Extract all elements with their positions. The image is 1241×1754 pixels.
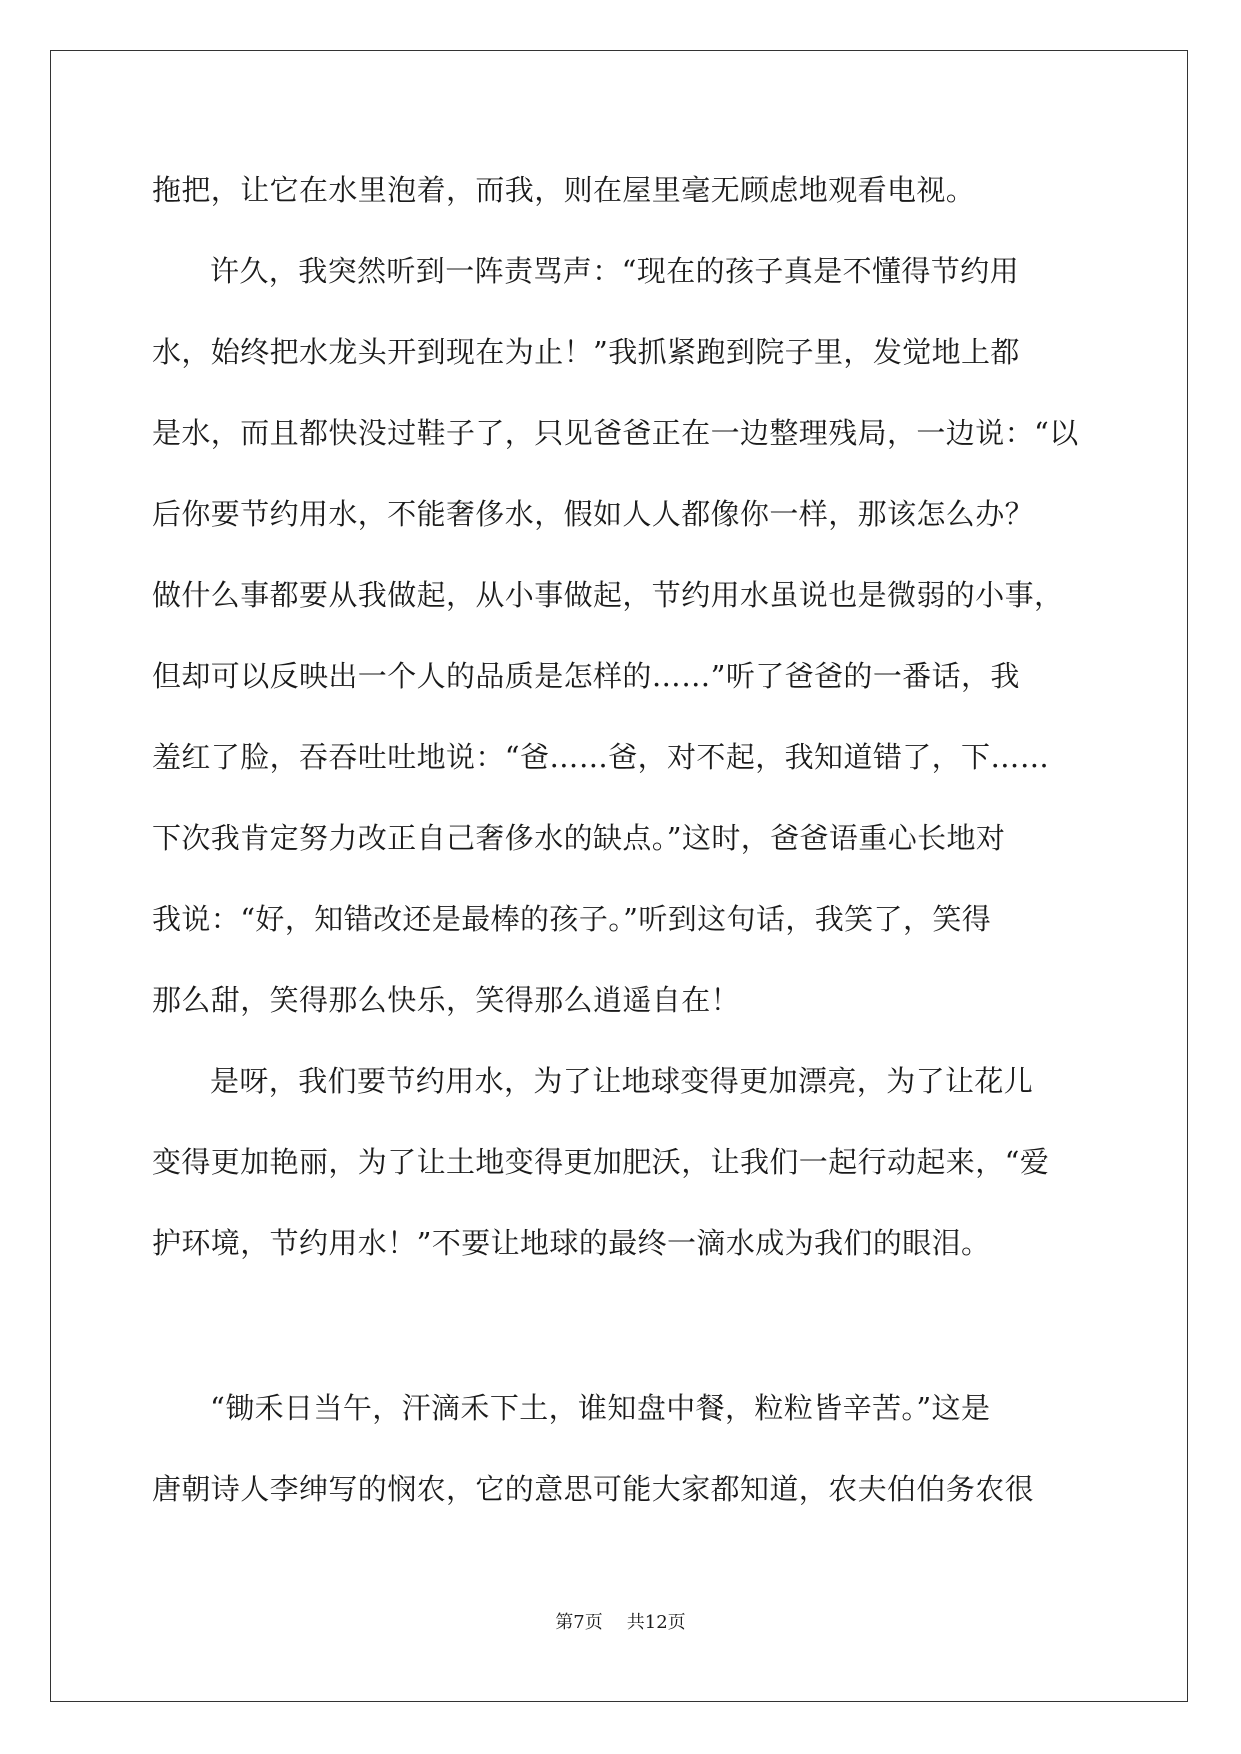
text-line: 唐朝诗人李绅写的悯农，它的意思可能大家都知道，农夫伯伯务农很: [152, 1472, 1035, 1506]
text-line: 护环境，节约用水！”不要让地球的最终一滴水成为我们的眼泪。: [152, 1226, 991, 1260]
paragraph-start-line: “锄禾日当午，汗滴禾下土，谁知盘中餐，粒粒皆辛苦。”这是: [210, 1391, 991, 1425]
text-line: 羞红了脸，吞吞吐吐地说：“爸……爸，对不起，我知道错了，下……: [152, 740, 1050, 774]
text-line: 那么甜，笑得那么快乐，笑得那么逍遥自在！: [152, 983, 741, 1017]
text-line: 是水，而且都快没过鞋子了，只见爸爸正在一边整理残局，一边说：“以: [152, 416, 1079, 450]
text-line: 后你要节约用水，不能奢侈水，假如人人都像你一样，那该怎么办？: [152, 497, 1035, 531]
text-line: 但却可以反映出一个人的品质是怎样的……”听了爸爸的一番话，我: [152, 659, 1020, 693]
text-line: 水，始终把水龙头开到现在为止！”我抓紧跑到院子里，发觉地上都: [152, 335, 1020, 369]
text-line: 下次我肯定努力改正自己奢侈水的缺点。”这时，爸爸语重心长地对: [152, 821, 1006, 855]
paragraph-start-line: 许久，我突然听到一阵责骂声：“现在的孩子真是不懂得节约用: [210, 254, 1020, 288]
paragraph-start-line: 是呀，我们要节约用水，为了让地球变得更加漂亮，为了让花儿: [210, 1064, 1034, 1098]
text-line: 变得更加艳丽，为了让土地变得更加肥沃，让我们一起行动起来，“爱: [152, 1145, 1050, 1179]
section-spacer: [152, 1294, 1084, 1378]
text-line: 做什么事都要从我做起，从小事做起，节约用水虽说也是微弱的小事，: [152, 578, 1064, 612]
page-number-current: 第7页: [555, 1612, 603, 1633]
text-line: 拖把，让它在水里泡着，而我，则在屋里毫无顾虑地观看电视。: [152, 173, 976, 207]
text-line: 我说：“好，知错改还是最棒的孩子。”听到这句话，我笑了，笑得: [152, 902, 992, 936]
page-number-total: 共12页: [626, 1612, 686, 1633]
document-body: [152, 160, 1084, 1540]
page-footer: [0, 1608, 1241, 1634]
